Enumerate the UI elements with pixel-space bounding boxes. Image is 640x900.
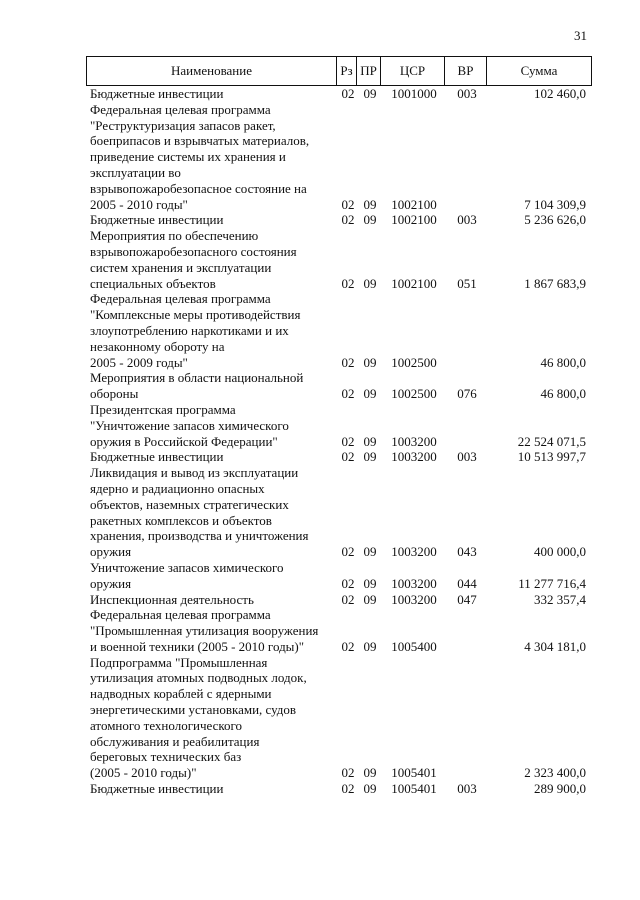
table-row — [86, 102, 592, 213]
cell-vr: 003 — [457, 86, 477, 101]
table-row — [86, 212, 592, 228]
cell-vr: 003 — [457, 449, 477, 465]
cell-csr: 1002100 — [391, 275, 437, 291]
cell-csr: 1003200 — [391, 575, 437, 591]
cell-sum: 7 104 309,9 — [524, 196, 586, 212]
cell-sum: 22 524 071,5 — [517, 433, 586, 449]
cell-name: Ликвидация и вывод из эксплуатации ядерно и радиационно опасных объектов, наземных стратегических ракетных комплексов и объектов хранения, производства и уничтожения оружия — [90, 465, 309, 560]
cell-pr: 09 — [363, 196, 377, 212]
cell-vr: 044 — [457, 575, 477, 591]
cell-pr: 09 — [363, 765, 377, 781]
cell-pr: 09 — [363, 591, 377, 607]
header-pr: ПР — [357, 57, 381, 85]
table-row — [86, 592, 592, 608]
cell-name: Президентская программа "Уничтожение запасов химического оружия в Российской Федерации" — [90, 401, 289, 449]
table-header — [86, 56, 592, 86]
cell-name: Бюджетные инвестиции — [90, 781, 224, 797]
cell-pr: 09 — [363, 275, 377, 291]
cell-sum: 11 277 716,4 — [518, 575, 586, 591]
cell-csr: 1005401 — [391, 781, 437, 797]
cell-sum: 102 460,0 — [534, 86, 586, 101]
cell-sum: 5 236 626,0 — [524, 212, 586, 228]
table-row — [86, 655, 592, 781]
cell-rz: 02 — [341, 86, 355, 101]
cell-csr: 1003200 — [391, 591, 437, 607]
cell-rz: 02 — [341, 449, 355, 465]
cell-name: Уничтожение запасов химического оружия — [90, 559, 284, 591]
table-row — [86, 86, 592, 102]
cell-pr: 09 — [363, 781, 377, 797]
cell-rz: 02 — [341, 591, 355, 607]
cell-name: Бюджетные инвестиции — [90, 449, 224, 465]
table-row — [86, 228, 592, 291]
cell-rz: 02 — [341, 544, 355, 560]
cell-rz: 02 — [341, 575, 355, 591]
cell-sum: 46 800,0 — [540, 386, 586, 402]
cell-name: Федеральная целевая программа "Реструктуризация запасов ракет, боеприпасов и взрывчатых материалов, приведение системы их хранения и эксплуатации во взрывопожаробезопасное состояние на 2005 - 2010 годы" — [90, 101, 310, 212]
cell-rz: 02 — [341, 765, 355, 781]
cell-name: Бюджетные инвестиции — [90, 86, 224, 101]
cell-sum: 289 900,0 — [534, 781, 586, 797]
cell-rz: 02 — [341, 275, 355, 291]
cell-name: Инспекционная деятельность — [90, 591, 254, 607]
cell-sum: 10 513 997,7 — [517, 449, 586, 465]
cell-sum: 2 323 400,0 — [524, 765, 586, 781]
cell-csr: 1002100 — [391, 212, 437, 228]
cell-name: Федеральная целевая программа "Комплексные меры противодействия злоупотреблению наркотиками и их незаконному обороту на 2005 - 2009 годы" — [90, 291, 301, 370]
cell-name: Мероприятия по обеспечению взрывопожаробезопасного состояния систем хранения и эксплуатации специальных объектов — [90, 228, 297, 291]
cell-pr: 09 — [363, 212, 377, 228]
cell-pr: 09 — [363, 433, 377, 449]
cell-vr: 043 — [457, 544, 477, 560]
cell-rz: 02 — [341, 212, 355, 228]
cell-csr: 1002100 — [391, 196, 437, 212]
cell-rz: 02 — [341, 196, 355, 212]
cell-pr: 09 — [363, 86, 377, 101]
cell-vr: 003 — [457, 212, 477, 228]
cell-sum: 46 800,0 — [540, 354, 586, 370]
page-number: 31 — [574, 28, 587, 43]
cell-vr: 051 — [457, 275, 477, 291]
cell-name: Федеральная целевая программа "Промышленная утилизация вооружения и военной техники (2005 - 2010 годы)" — [90, 607, 319, 654]
cell-rz: 02 — [341, 781, 355, 797]
cell-rz: 02 — [341, 386, 355, 402]
cell-sum: 1 867 683,9 — [524, 275, 586, 291]
cell-pr: 09 — [363, 354, 377, 370]
table-row — [86, 402, 592, 449]
table-row — [86, 449, 592, 465]
cell-csr: 1001000 — [391, 86, 437, 101]
header-name: Наименование — [87, 57, 337, 85]
cell-sum: 332 357,4 — [534, 591, 586, 607]
cell-pr: 09 — [363, 544, 377, 560]
header-rz: Рз — [337, 57, 357, 85]
cell-vr: 003 — [457, 781, 477, 797]
table-row — [86, 560, 592, 592]
table-row — [86, 291, 592, 370]
cell-pr: 09 — [363, 638, 377, 654]
header-vr: ВР — [445, 57, 487, 85]
cell-rz: 02 — [341, 354, 355, 370]
cell-csr: 1003200 — [391, 433, 437, 449]
cell-csr: 1003200 — [391, 449, 437, 465]
cell-csr: 1002500 — [391, 354, 437, 370]
table-body — [86, 86, 592, 797]
cell-pr: 09 — [363, 449, 377, 465]
cell-rz: 02 — [341, 638, 355, 654]
cell-vr: 047 — [457, 591, 477, 607]
cell-pr: 09 — [363, 575, 377, 591]
table-row — [86, 465, 592, 560]
cell-rz: 02 — [341, 433, 355, 449]
cell-name: Мероприятия в области национальной обороны — [90, 370, 304, 402]
cell-pr: 09 — [363, 386, 377, 402]
table-row — [86, 781, 592, 797]
cell-name: Бюджетные инвестиции — [90, 212, 224, 228]
cell-csr: 1005400 — [391, 638, 437, 654]
header-sum: Сумма — [520, 63, 558, 78]
table-row — [86, 607, 592, 654]
cell-csr: 1002500 — [391, 386, 437, 402]
cell-sum: 400 000,0 — [534, 544, 586, 560]
cell-csr: 1005401 — [391, 765, 437, 781]
table-row — [86, 370, 592, 402]
cell-vr: 076 — [457, 386, 477, 402]
cell-sum: 4 304 181,0 — [524, 638, 586, 654]
cell-csr: 1003200 — [391, 544, 437, 560]
cell-name: Подпрограмма "Промышленная утилизация атомных подводных лодок, надводных кораблей с ядерными энергетическими установками, судов атомного технологического обслуживания и реабилитация береговых технических баз (2005 - 2010 годы)" — [90, 654, 307, 781]
header-csr: ЦСР — [381, 57, 445, 85]
